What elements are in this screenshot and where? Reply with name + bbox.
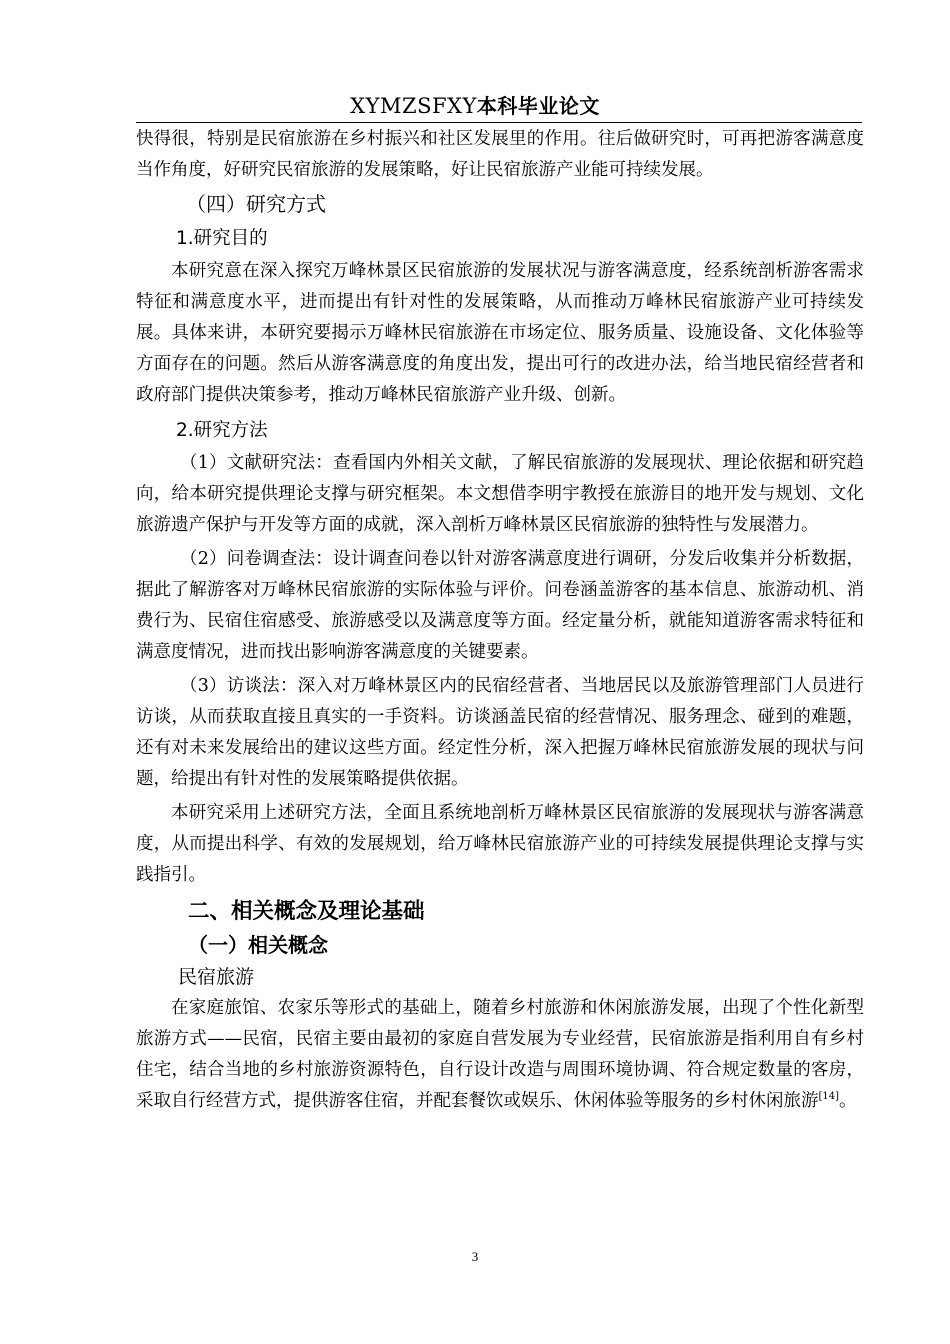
minsu-definition-end: 。 bbox=[839, 1091, 857, 1111]
term-heading-minsu-tourism: 民宿旅游 bbox=[178, 966, 255, 988]
paragraph-research-purpose: 本研究意在深入探究万峰林景区民宿旅游的发展状况与游客满意度，经系统剖析游客需求特征和满意度水平，进而提出有针对性的发展策略，从而推动万峰林民宿旅游产业可持续发展。具体来讲，本研究要揭示万峰林民宿旅游在市场定位、服务质量、设施设备、文化体验等方面存在的问题。然后从游客满意度的角度出发，提出可行的改进办法，给当地民宿经营者和政府部门提供决策参考，推动万峰林民宿旅游产业升级、创新。 bbox=[136, 261, 864, 405]
page-header bbox=[0, 92, 950, 120]
citation-ref: [14] bbox=[818, 1091, 840, 1103]
header-rule bbox=[136, 122, 862, 123]
minsu-definition-text: 在家庭旅馆、农家乐等形式的基础上，随着乡村旅游和休闲旅游发展，出现了个性化新型旅游方式——民宿，民宿主要由最初的家庭自营发展为专业经营，民宿旅游是指利用自有乡村住宅，结合当地的乡村旅游资源特色，自行设计改造与周围环境协调、符合规定数量的客房，采取自行经营方式，提供游客住宿，并配套餐饮或娱乐、休闲体验等服务的乡村休闲旅游 bbox=[136, 998, 864, 1111]
header-title: 本科毕业论文 bbox=[476, 94, 600, 118]
paragraph-interview-method: （3）访谈法：深入对万峰林景区内的民宿经营者、当地居民以及旅游管理部门人员进行访谈，从而获取直接且真实的一手资料。访谈涵盖民宿的经营情况、服务理念、碰到的难题，还有对未来发展给出的建议这些方面。经定性分析，深入把握万峰林民宿旅游发展的现状与问题，给提出有针对性的发展策略提供依据。 bbox=[136, 676, 864, 789]
section-heading-research-method: （四）研究方式 bbox=[186, 192, 326, 216]
subheading-research-purpose: 1.研究目的 bbox=[176, 228, 268, 249]
paragraph-continuation: 快得很，特别是民宿旅游在乡村振兴和社区发展里的作用。往后做研究时，可再把游客满意度当作角度，好研究民宿旅游的发展策略，好让民宿旅游产业能可持续发展。 bbox=[136, 129, 864, 180]
subheading-research-methods: 2.研究方法 bbox=[176, 420, 268, 441]
page-body bbox=[136, 124, 864, 1117]
paragraph-method-summary: 本研究采用上述研究方法，全面且系统地剖析万峰林景区民宿旅游的发展现状与游客满意度，从而提出科学、有效的发展规划，给万峰林民宿旅游产业的可持续发展提供理论支撑与实践指引。 bbox=[136, 803, 864, 885]
header-code: XYMZSFXY bbox=[350, 94, 477, 118]
paragraph-questionnaire-method: （2）问卷调查法：设计调查问卷以针对游客满意度进行调研，分发后收集并分析数据，据此了解游客对万峰林民宿旅游的实际体验与评价。问卷涵盖游客的基本信息、旅游动机、消费行为、民宿住宿感受、旅游感受以及满意度等方面。经定量分析，就能知道游客需求特征和满意度情况，进而找出影响游客满意度的关键要素。 bbox=[136, 549, 864, 662]
paragraph-minsu-definition bbox=[136, 993, 864, 1117]
page-number: 3 bbox=[471, 1249, 479, 1264]
section-heading-related-concepts: （一）相关概念 bbox=[188, 933, 328, 957]
chapter-heading-concepts-theory: 二、相关概念及理论基础 bbox=[188, 899, 425, 924]
paragraph-literature-method: （1）文献研究法：查看国内外相关文献，了解民宿旅游的发展现状、理论依据和研究趋向，给本研究提供理论支撑与研究框架。本文想借李明宇教授在旅游目的地开发与规划、文化旅游遗产保护与开发等方面的成就，深入剖析万峰林景区民宿旅游的独特性与发展潜力。 bbox=[136, 453, 864, 535]
